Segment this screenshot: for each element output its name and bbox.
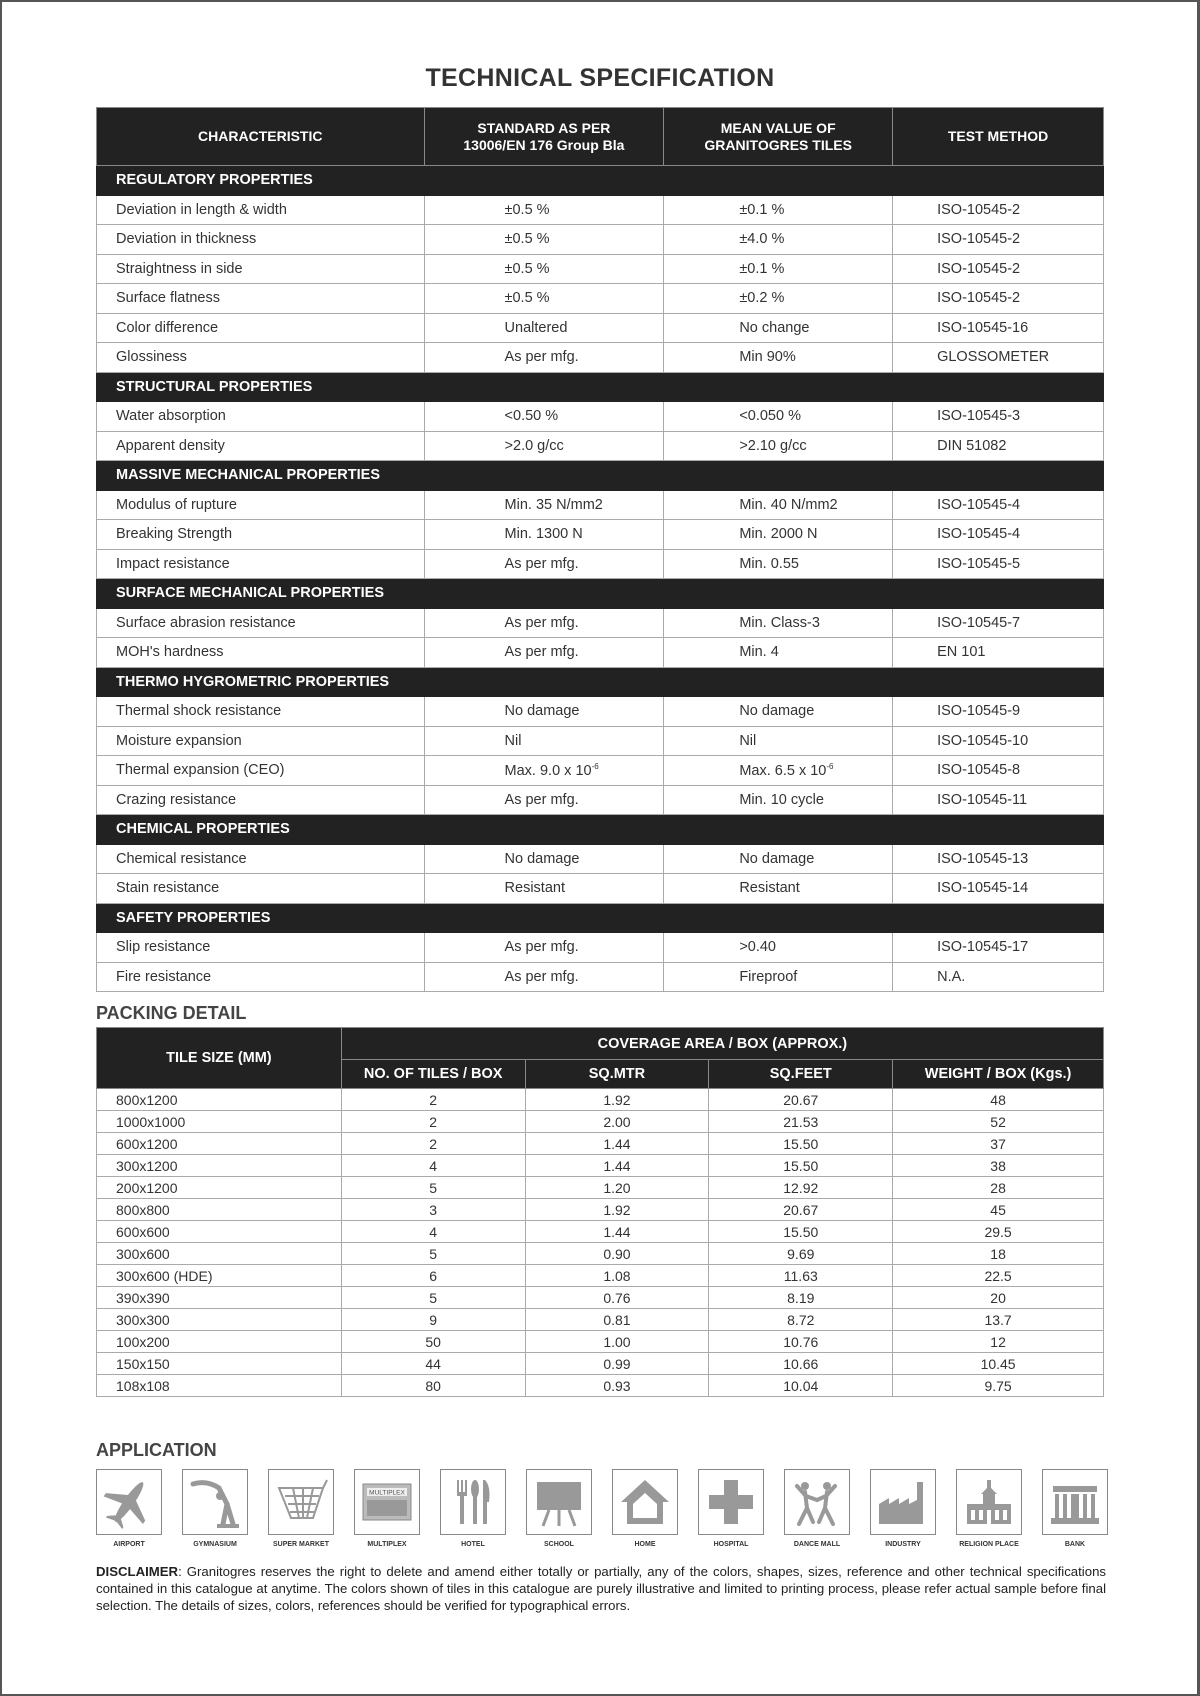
table-row xyxy=(97,313,1104,343)
factory-icon xyxy=(875,1474,931,1530)
tiles-per-box-cell: 5 xyxy=(341,1177,525,1199)
weight-cell: 48 xyxy=(893,1089,1104,1111)
sq-feet-cell: 20.67 xyxy=(709,1199,893,1221)
table-row xyxy=(97,520,1104,550)
tiles-per-box-cell: 80 xyxy=(341,1375,525,1397)
test-method-cell: ISO-10545-16 xyxy=(893,313,1104,343)
sq-mtr-cell: 1.44 xyxy=(525,1133,709,1155)
table-row xyxy=(97,726,1104,756)
test-method-cell: ISO-10545-9 xyxy=(893,697,1104,727)
mean-value-cell: <0.050 % xyxy=(664,402,893,432)
standard-cell: Min. 35 N/mm2 xyxy=(424,490,664,520)
app-industry: INDUSTRY xyxy=(870,1469,936,1548)
standard-cell: Resistant xyxy=(424,874,664,904)
tiles-per-box-cell: 4 xyxy=(341,1221,525,1243)
mean-value-cell: Min. 4 xyxy=(664,638,893,668)
sq-mtr-cell: 2.00 xyxy=(525,1111,709,1133)
header-characteristic: CHARACTERISTIC xyxy=(97,108,425,166)
bank-icon xyxy=(1047,1474,1103,1530)
test-method-cell: EN 101 xyxy=(893,638,1104,668)
mean-value-cell: Max. 6.5 x $10^{-6}$ xyxy=(664,756,893,786)
characteristic-cell: Color difference xyxy=(97,313,425,343)
characteristic-cell: Fire resistance xyxy=(97,962,425,992)
table-row xyxy=(97,1243,1104,1265)
test-method-cell: ISO-10545-2 xyxy=(893,225,1104,255)
test-method-cell: N.A. xyxy=(893,962,1104,992)
test-method-cell: ISO-10545-4 xyxy=(893,490,1104,520)
app-home: HOME xyxy=(612,1469,678,1548)
application-heading: APPLICATION xyxy=(96,1440,217,1460)
test-method-cell: ISO-10545-2 xyxy=(893,195,1104,225)
standard-cell: As per mfg. xyxy=(424,549,664,579)
standard-cell: As per mfg. xyxy=(424,962,664,992)
mean-value-cell: Nil xyxy=(664,726,893,756)
mean-value-cell: Min. 10 cycle xyxy=(664,785,893,815)
table-row xyxy=(97,431,1104,461)
weight-cell: 45 xyxy=(893,1199,1104,1221)
weight-cell: 10.45 xyxy=(893,1353,1104,1375)
mean-value-cell: >2.10 g/cc xyxy=(664,431,893,461)
section-header-row xyxy=(97,461,1104,491)
characteristic-cell: Stain resistance xyxy=(97,874,425,904)
section-header-row xyxy=(97,372,1104,402)
section-header-row xyxy=(97,903,1104,933)
weight-cell: 37 xyxy=(893,1133,1104,1155)
table-row xyxy=(97,284,1104,314)
tile-size-cell: 600x1200 xyxy=(97,1133,342,1155)
sq-mtr-cell: 1.92 xyxy=(525,1199,709,1221)
mean-value-cell: ±0.2 % xyxy=(664,284,893,314)
section-header-row xyxy=(97,579,1104,609)
table-row xyxy=(97,756,1104,786)
house-icon xyxy=(617,1474,673,1530)
table-row xyxy=(97,1287,1104,1309)
disclaimer-text: : Granitogres reserves the right to delete and amend either totally or partially, any of the colors, shapes, sizes, reference and other technical specifications contained in this catalogue at anytime. The colors shown of tiles in this catalogue are purely illustrative and limited to printing process, please refer actual sample before final selection. The details of sizes, colors, references should be verified for typographical errors. xyxy=(96,1564,1106,1613)
mean-value-cell: Min. Class-3 xyxy=(664,608,893,638)
sq-mtr-cell: 0.76 xyxy=(525,1287,709,1309)
weight-cell: 20 xyxy=(893,1287,1104,1309)
table-row xyxy=(97,1353,1104,1375)
weight-cell: 18 xyxy=(893,1243,1104,1265)
characteristic-cell: Moisture expansion xyxy=(97,726,425,756)
weight-cell: 12 xyxy=(893,1331,1104,1353)
test-method-cell: ISO-10545-2 xyxy=(893,284,1104,314)
tiles-per-box-cell: 50 xyxy=(341,1331,525,1353)
application-icons xyxy=(96,1469,1104,1549)
sq-mtr-cell: 1.20 xyxy=(525,1177,709,1199)
svg-text:MULTIPLEX: MULTIPLEX xyxy=(369,1489,405,1497)
sq-mtr-cell: 1.92 xyxy=(525,1089,709,1111)
tiles-per-box-cell: 2 xyxy=(341,1089,525,1111)
packing-detail-table xyxy=(96,1027,1104,1397)
standard-cell: ±0.5 % xyxy=(424,254,664,284)
standard-cell: ±0.5 % xyxy=(424,225,664,255)
weight-cell: 52 xyxy=(893,1111,1104,1133)
standard-cell: >2.0 g/cc xyxy=(424,431,664,461)
characteristic-cell: Slip resistance xyxy=(97,933,425,963)
sq-feet-cell: 10.04 xyxy=(709,1375,893,1397)
sq-feet-cell: 20.67 xyxy=(709,1089,893,1111)
tiles-per-box-cell: 6 xyxy=(341,1265,525,1287)
characteristic-cell: Surface abrasion resistance xyxy=(97,608,425,638)
table-row xyxy=(97,195,1104,225)
tile-size-cell: 108x108 xyxy=(97,1375,342,1397)
weight-cell: 13.7 xyxy=(893,1309,1104,1331)
tiles-per-box-cell: 44 xyxy=(341,1353,525,1375)
disclaimer xyxy=(96,1563,1106,1614)
mean-value-cell: ±0.1 % xyxy=(664,195,893,225)
section-title: SURFACE MECHANICAL PROPERTIES xyxy=(97,579,1104,609)
sq-mtr-cell: 1.08 xyxy=(525,1265,709,1287)
mean-value-cell: ±4.0 % xyxy=(664,225,893,255)
airplane-icon xyxy=(101,1474,157,1530)
multiplex-icon xyxy=(359,1474,415,1530)
tile-size-cell: 800x800 xyxy=(97,1199,342,1221)
blackboard-icon xyxy=(531,1474,587,1530)
section-title: MASSIVE MECHANICAL PROPERTIES xyxy=(97,461,1104,491)
characteristic-cell: Modulus of rupture xyxy=(97,490,425,520)
tile-size-cell: 100x200 xyxy=(97,1331,342,1353)
characteristic-cell: Deviation in thickness xyxy=(97,225,425,255)
test-method-cell: ISO-10545-10 xyxy=(893,726,1104,756)
table-row xyxy=(97,608,1104,638)
sq-mtr-cell: 1.00 xyxy=(525,1331,709,1353)
table-row xyxy=(97,549,1104,579)
table-row xyxy=(97,225,1104,255)
tile-size-cell: 600x600 xyxy=(97,1221,342,1243)
header-tiles-per-box: NO. OF TILES / BOX xyxy=(341,1060,525,1089)
sq-feet-cell: 10.66 xyxy=(709,1353,893,1375)
temple-icon xyxy=(961,1474,1017,1530)
section-title: REGULATORY PROPERTIES xyxy=(97,166,1104,196)
characteristic-cell: Thermal expansion (CEO) xyxy=(97,756,425,786)
app-hotel: HOTEL xyxy=(440,1469,506,1548)
app-gymnasium: GYMNASIUM xyxy=(182,1469,248,1548)
table-row xyxy=(97,1331,1104,1353)
section-title: THERMO HYGROMETRIC PROPERTIES xyxy=(97,667,1104,697)
section-header-row xyxy=(97,166,1104,196)
standard-cell: <0.50 % xyxy=(424,402,664,432)
section-title: SAFETY PROPERTIES xyxy=(97,903,1104,933)
test-method-cell: ISO-10545-8 xyxy=(893,756,1104,786)
table-row xyxy=(97,962,1104,992)
characteristic-cell: Water absorption xyxy=(97,402,425,432)
sq-feet-cell: 10.76 xyxy=(709,1331,893,1353)
tiles-per-box-cell: 4 xyxy=(341,1155,525,1177)
sq-feet-cell: 21.53 xyxy=(709,1111,893,1133)
sq-mtr-cell: 0.90 xyxy=(525,1243,709,1265)
header-sq-mtr: SQ.MTR xyxy=(525,1060,709,1089)
table-row xyxy=(97,1111,1104,1133)
weight-cell: 22.5 xyxy=(893,1265,1104,1287)
basket-icon xyxy=(273,1474,329,1530)
table-row xyxy=(97,638,1104,668)
header-standard: STANDARD AS PER 13006/EN 176 Group Bla xyxy=(424,108,664,166)
packing-detail-heading: PACKING DETAIL xyxy=(96,1003,247,1023)
table-row xyxy=(97,874,1104,904)
header-test-method: TEST METHOD xyxy=(893,108,1104,166)
spec-header-row xyxy=(97,108,1104,166)
mean-value-cell: Min. 0.55 xyxy=(664,549,893,579)
standard-cell: As per mfg. xyxy=(424,608,664,638)
characteristic-cell: MOH's hardness xyxy=(97,638,425,668)
tile-size-cell: 200x1200 xyxy=(97,1177,342,1199)
characteristic-cell: Straightness in side xyxy=(97,254,425,284)
app-super-market: SUPER MARKET xyxy=(268,1469,334,1548)
tile-size-cell: 300x600 xyxy=(97,1243,342,1265)
standard-cell: As per mfg. xyxy=(424,933,664,963)
section-header-row xyxy=(97,667,1104,697)
test-method-cell: ISO-10545-14 xyxy=(893,874,1104,904)
table-row xyxy=(97,1375,1104,1397)
sq-mtr-cell: 0.81 xyxy=(525,1309,709,1331)
app-multiplex: MULTIPLEX MULTIPLEX xyxy=(354,1469,420,1548)
mean-value-cell: Min. 2000 N xyxy=(664,520,893,550)
table-row xyxy=(97,933,1104,963)
standard-cell: As per mfg. xyxy=(424,343,664,373)
app-hospital: HOSPITAL xyxy=(698,1469,764,1548)
test-method-cell: ISO-10545-11 xyxy=(893,785,1104,815)
tile-size-cell: 800x1200 xyxy=(97,1089,342,1111)
sq-feet-cell: 8.19 xyxy=(709,1287,893,1309)
table-row xyxy=(97,1133,1104,1155)
sq-mtr-cell: 1.44 xyxy=(525,1221,709,1243)
characteristic-cell: Crazing resistance xyxy=(97,785,425,815)
sq-feet-cell: 15.50 xyxy=(709,1155,893,1177)
standard-cell: Unaltered xyxy=(424,313,664,343)
test-method-cell: ISO-10545-5 xyxy=(893,549,1104,579)
gymnast-icon xyxy=(187,1474,243,1530)
table-row xyxy=(97,1177,1104,1199)
tiles-per-box-cell: 5 xyxy=(341,1287,525,1309)
weight-cell: 9.75 xyxy=(893,1375,1104,1397)
app-bank: BANK xyxy=(1042,1469,1108,1548)
sq-feet-cell: 9.69 xyxy=(709,1243,893,1265)
standard-cell: Nil xyxy=(424,726,664,756)
table-row xyxy=(97,1199,1104,1221)
tile-size-cell: 300x300 xyxy=(97,1309,342,1331)
table-row xyxy=(97,402,1104,432)
sq-feet-cell: 15.50 xyxy=(709,1221,893,1243)
standard-cell: No damage xyxy=(424,844,664,874)
test-method-cell: ISO-10545-7 xyxy=(893,608,1104,638)
test-method-cell: ISO-10545-4 xyxy=(893,520,1104,550)
section-header-row xyxy=(97,815,1104,845)
characteristic-cell: Surface flatness xyxy=(97,284,425,314)
packing-header-row xyxy=(97,1028,1104,1060)
tile-size-cell: 300x600 (HDE) xyxy=(97,1265,342,1287)
characteristic-cell: Glossiness xyxy=(97,343,425,373)
header-tile-size: TILE SIZE (MM) xyxy=(97,1028,342,1089)
standard-cell: Min. 1300 N xyxy=(424,520,664,550)
characteristic-cell: Impact resistance xyxy=(97,549,425,579)
test-method-cell: ISO-10545-3 xyxy=(893,402,1104,432)
characteristic-cell: Thermal shock resistance xyxy=(97,697,425,727)
test-method-cell: ISO-10545-17 xyxy=(893,933,1104,963)
cutlery-icon xyxy=(445,1474,501,1530)
standard-cell: As per mfg. xyxy=(424,638,664,668)
tiles-per-box-cell: 2 xyxy=(341,1133,525,1155)
page-title: TECHNICAL SPECIFICATION xyxy=(425,64,775,92)
table-row xyxy=(97,343,1104,373)
tiles-per-box-cell: 3 xyxy=(341,1199,525,1221)
test-method-cell: GLOSSOMETER xyxy=(893,343,1104,373)
standard-cell: As per mfg. xyxy=(424,785,664,815)
table-row xyxy=(97,1221,1104,1243)
sq-feet-cell: 11.63 xyxy=(709,1265,893,1287)
table-row xyxy=(97,1265,1104,1287)
mean-value-cell: No damage xyxy=(664,844,893,874)
weight-cell: 28 xyxy=(893,1177,1104,1199)
exponent: -6 xyxy=(591,761,599,771)
mean-value-cell: ±0.1 % xyxy=(664,254,893,284)
characteristic-cell: Breaking Strength xyxy=(97,520,425,550)
sq-mtr-cell: 1.44 xyxy=(525,1155,709,1177)
characteristic-cell: Deviation in length & width xyxy=(97,195,425,225)
mean-value-cell: >0.40 xyxy=(664,933,893,963)
table-row xyxy=(97,697,1104,727)
mean-value-cell: No damage xyxy=(664,697,893,727)
tile-size-cell: 150x150 xyxy=(97,1353,342,1375)
mean-value-cell: Min 90% xyxy=(664,343,893,373)
section-title: STRUCTURAL PROPERTIES xyxy=(97,372,1104,402)
cross-icon xyxy=(703,1474,759,1530)
sq-feet-cell: 12.92 xyxy=(709,1177,893,1199)
table-row xyxy=(97,254,1104,284)
tile-size-cell: 1000x1000 xyxy=(97,1111,342,1133)
table-row xyxy=(97,785,1104,815)
disclaimer-label: DISCLAIMER xyxy=(96,1564,179,1579)
header-mean-value: MEAN VALUE OF GRANITOGRES TILES xyxy=(664,108,893,166)
app-airport: AIRPORT xyxy=(96,1469,162,1548)
weight-cell: 29.5 xyxy=(893,1221,1104,1243)
app-school: SCHOOL xyxy=(526,1469,592,1548)
test-method-cell: ISO-10545-13 xyxy=(893,844,1104,874)
mean-value-cell: Fireproof xyxy=(664,962,893,992)
weight-cell: 38 xyxy=(893,1155,1104,1177)
sq-feet-cell: 15.50 xyxy=(709,1133,893,1155)
test-method-cell: ISO-10545-2 xyxy=(893,254,1104,284)
mean-value-cell: Min. 40 N/mm2 xyxy=(664,490,893,520)
exponent: -6 xyxy=(826,761,834,771)
tile-size-cell: 300x1200 xyxy=(97,1155,342,1177)
dancers-icon xyxy=(789,1474,845,1530)
standard-cell: Max. 9.0 x $10^{-6}$ xyxy=(424,756,664,786)
table-row xyxy=(97,844,1104,874)
standard-cell: No damage xyxy=(424,697,664,727)
sq-feet-cell: 8.72 xyxy=(709,1309,893,1331)
characteristic-cell: Chemical resistance xyxy=(97,844,425,874)
table-row xyxy=(97,1309,1104,1331)
app-dance-mall: DANCE MALL xyxy=(784,1469,850,1548)
standard-cell: ±0.5 % xyxy=(424,284,664,314)
header-weight: WEIGHT / BOX (Kgs.) xyxy=(893,1060,1104,1089)
table-row xyxy=(97,1089,1104,1111)
header-sq-feet: SQ.FEET xyxy=(709,1060,893,1089)
section-title: CHEMICAL PROPERTIES xyxy=(97,815,1104,845)
tiles-per-box-cell: 9 xyxy=(341,1309,525,1331)
table-row xyxy=(97,1155,1104,1177)
tiles-per-box-cell: 2 xyxy=(341,1111,525,1133)
app-religion-place: RELIGION PLACE xyxy=(956,1469,1022,1548)
tile-size-cell: 390x390 xyxy=(97,1287,342,1309)
mean-value-cell: No change xyxy=(664,313,893,343)
characteristic-cell: Apparent density xyxy=(97,431,425,461)
table-row xyxy=(97,490,1104,520)
test-method-cell: DIN 51082 xyxy=(893,431,1104,461)
sq-mtr-cell: 0.93 xyxy=(525,1375,709,1397)
tiles-per-box-cell: 5 xyxy=(341,1243,525,1265)
technical-specification-table xyxy=(96,107,1104,992)
header-coverage-area: COVERAGE AREA / BOX (APPROX.) xyxy=(341,1028,1103,1060)
mean-value-cell: Resistant xyxy=(664,874,893,904)
standard-cell: ±0.5 % xyxy=(424,195,664,225)
sq-mtr-cell: 0.99 xyxy=(525,1353,709,1375)
